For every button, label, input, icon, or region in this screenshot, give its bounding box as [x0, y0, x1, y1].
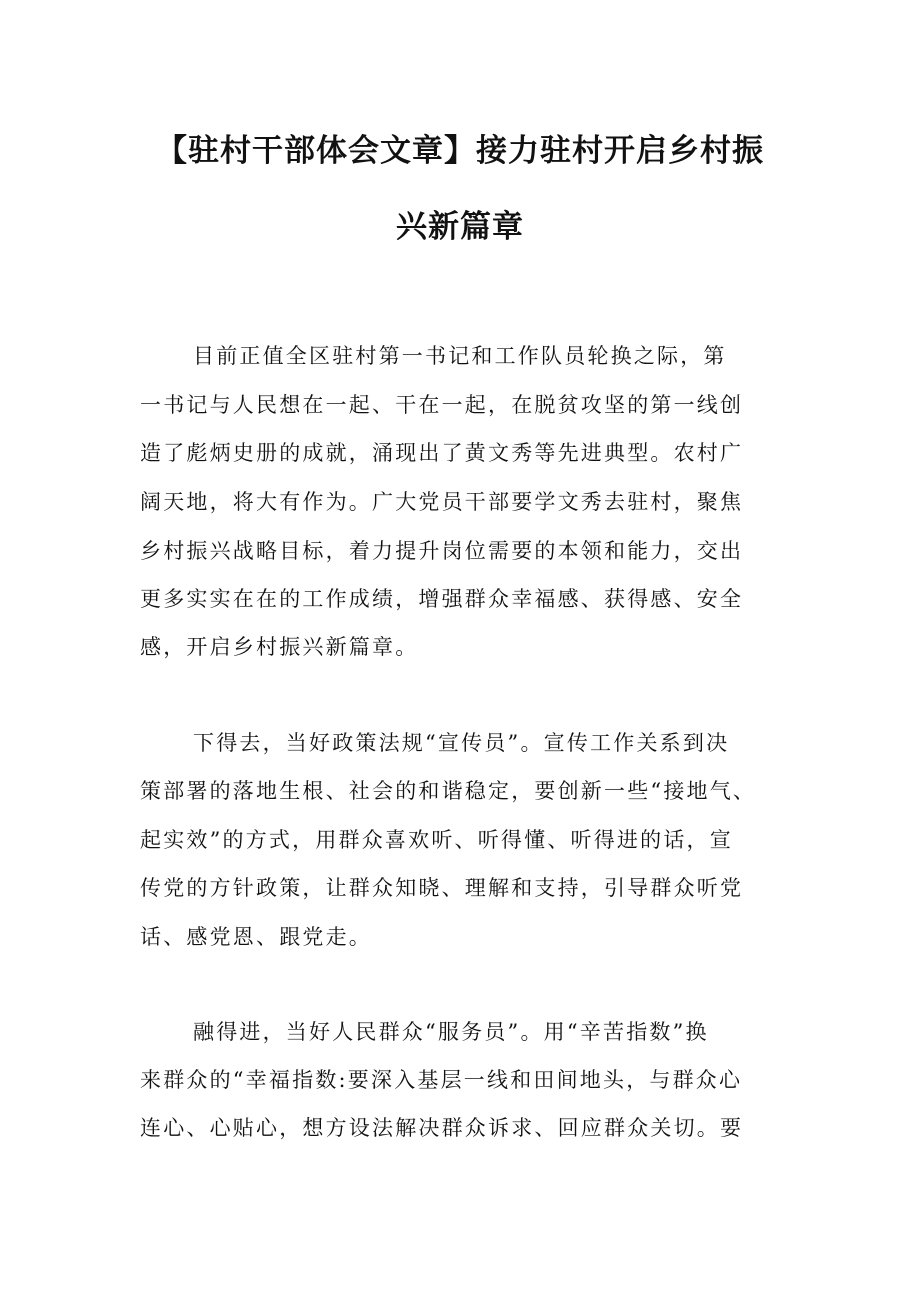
paragraph-line: 起实效”的方式，用群众喜欢听、听得懂、听得进的话，宣: [140, 828, 733, 852]
paragraph-line: 目前正值全区驻村第一书记和工作队员轮换之际，第: [193, 344, 727, 368]
paragraph-line: 乡村振兴战略目标，着力提升岗位需要的本领和能力，交出: [140, 539, 744, 563]
paragraph-line: 阔天地，将大有作为。广大党员干部要学文秀去驻村，聚焦: [140, 490, 744, 514]
paragraph-line: 下得去，当好政策法规“宣传员”。宣传工作关系到决: [193, 731, 730, 755]
paragraph-line: 一书记与人民想在一起、干在一起，在脱贫攻坚的第一线创: [140, 393, 744, 417]
paragraph-line: 连心、心贴心，想方设法解决群众诉求、回应群众关切。要: [140, 1116, 744, 1140]
document-title-line-2: 兴新篇章: [396, 209, 524, 245]
paragraph-line: 来群众的“幸福指数:要深入基层一线和田间地头，与群众心: [140, 1068, 743, 1092]
paragraph-line: 策部署的落地生根、社会的和谐稳定，要创新一些“接地气、: [140, 779, 757, 803]
paragraph-line: 传党的方针政策，让群众知晓、理解和支持，引导群众听党: [140, 876, 744, 900]
paragraph-line: 造了彪炳史册的成就，涌现出了黄文秀等先进典型。农村广: [140, 441, 744, 465]
paragraph-line: 更多实实在在的工作成绩，增强群众幸福感、获得感、安全: [140, 587, 744, 611]
paragraph-line: 话、感党恩、跟党走。: [140, 925, 372, 949]
paragraph-line: 感，开启乡村振兴新篇章。: [140, 635, 419, 659]
paragraph-line: 融得进，当好人民群众“服务员”。用“辛苦指数”换: [193, 1020, 709, 1044]
document-title-line-1: 【驻村干部体会文章】接力驻村开启乡村振: [156, 133, 764, 169]
